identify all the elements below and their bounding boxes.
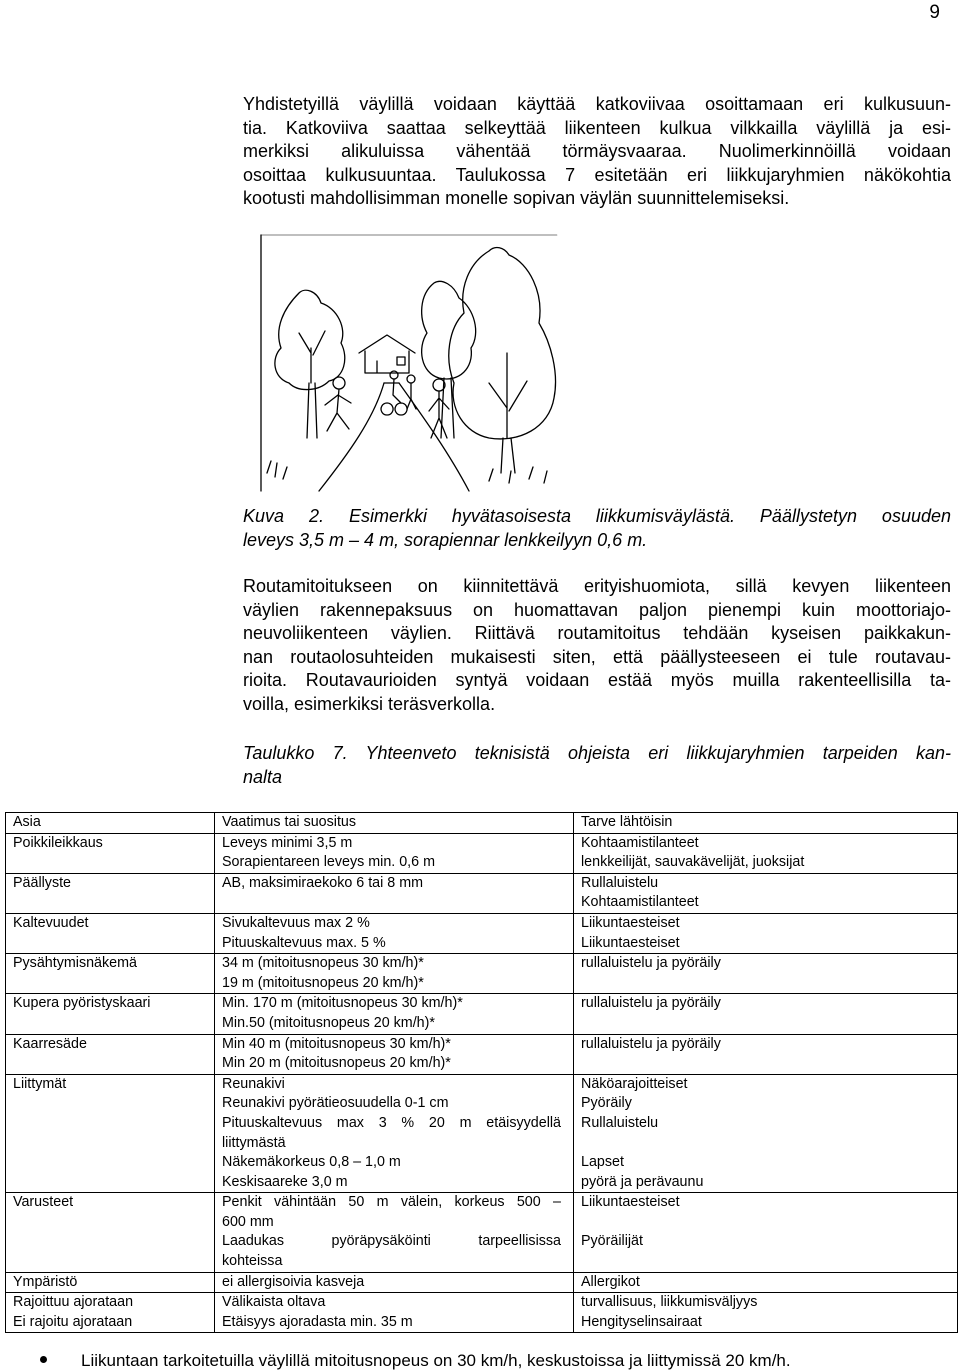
table-cell-vaatimus (215, 1034, 574, 1074)
frost-paragraph (243, 575, 951, 717)
table-row (6, 994, 958, 1034)
cell-line: Näköarajoitteiset (581, 1075, 688, 1092)
table-row (6, 1034, 958, 1074)
cell-line: Leveys minimi 3,5 m (222, 834, 353, 851)
table-cell-tarve (574, 1074, 958, 1193)
intro-line: merkiksi alikuluissa vähentää törmäysvaaraa. Nuolimerkinnöillä voidaan (243, 141, 951, 162)
table-cell-asia (6, 833, 215, 873)
caption-line: leveys 3,5 m – 4 m, sorapiennar lenkkeilyyn 0,6 m. (243, 529, 648, 550)
table-caption (243, 742, 951, 789)
cell-line: Ei rajoitu ajorataan (13, 1313, 133, 1330)
cell-line: Näkemäkorkeus 0,8 – 1,0 m (222, 1154, 401, 1171)
intro-line: kootusti mahdollisimman monelle sopivan väylän suunnittelemiseksi. (243, 188, 790, 209)
bullet-note (40, 1351, 791, 1371)
cell-line: Ympäristö (13, 1273, 78, 1290)
intro-line: Yhdistetyillä väylillä voidaan käyttää katkoviivaa osoittamaan eri kulkusuun- (243, 94, 951, 114)
frost-line: neuvoliikenteen väylien. Riittävä routamitoitus tehdään kyseisen paikkakun- (243, 623, 951, 644)
cell-line: Min 20 m (mitoitusnopeus 20 km/h)* (222, 1055, 451, 1072)
cell-line: Reunakivi (222, 1075, 285, 1092)
table-cell-vaatimus (215, 994, 574, 1034)
summary-table (5, 812, 958, 1333)
cell-line: Liikuntaesteiset (581, 1194, 680, 1211)
header-tarve: Tarve lähtöisin (574, 813, 958, 834)
table-row (6, 833, 958, 873)
cell-line: Min. 170 m (mitoitusnopeus 30 km/h)* (222, 995, 463, 1012)
frost-line: Routamitoitukseen on kiinnitettävä erityishuomiota, sillä kevyen liikenteen (243, 576, 951, 596)
table-cell-asia (6, 954, 215, 994)
cell-line: Pysähtymisnäkemä (13, 955, 137, 972)
path-sketch-illustration (259, 233, 559, 493)
table-cell-tarve (574, 1293, 958, 1333)
table-caption-line: nalta (243, 766, 283, 787)
cell-line: Varusteet (13, 1194, 74, 1211)
table-row (6, 1193, 958, 1272)
cell-line: Rullaluistelu (581, 1114, 659, 1131)
table-caption-line: Taulukko 7. Yhteenveto teknisistä ohjeista eri liikkujaryhmien tarpeiden kan- (243, 743, 951, 763)
cell-line: pyörä ja perävaunu (581, 1173, 704, 1190)
intro-paragraph (243, 93, 951, 211)
table-cell-asia (6, 873, 215, 913)
cell-line: liittymästä (222, 1134, 286, 1151)
table-cell-vaatimus (215, 1074, 574, 1193)
intro-line: tia. Katkoviiva saattaa selkeyttää liikenteen kulkua vilkkailla väylillä ja esi- (243, 117, 951, 138)
table-cell-asia (6, 1074, 215, 1193)
table-cell-vaatimus (215, 1272, 574, 1293)
table-cell-asia (6, 913, 215, 953)
cell-line: Liittymät (13, 1075, 67, 1092)
cell-line: Hengityselinsairaat (581, 1313, 702, 1330)
table-cell-tarve (574, 833, 958, 873)
cell-line: Kaarresäde (13, 1035, 87, 1052)
frost-line: väylien rakennepaksuus on huomattavan paljon pienempi kuin moottoriajo- (243, 599, 951, 620)
cell-line: Allergikot (581, 1273, 640, 1290)
page-number: 9 (929, 2, 940, 23)
table-cell-vaatimus (215, 1293, 574, 1333)
cell-line: kohteissa (222, 1253, 283, 1270)
table-cell-tarve (574, 954, 958, 994)
table-row (6, 873, 958, 913)
cell-line: Laadukas pyöräpysäköinti tarpeellisissa (222, 1233, 561, 1250)
cell-line: 34 m (mitoitusnopeus 30 km/h)* (222, 955, 424, 972)
cell-line: turvallisuus, liikkumisväljyys (581, 1294, 758, 1311)
table-row (6, 1293, 958, 1333)
cell-line: Etäisyys ajoradasta min. 35 m (222, 1313, 413, 1330)
table-cell-tarve (574, 1034, 958, 1074)
table-cell-tarve (574, 994, 958, 1034)
cell-line: Min.50 (mitoitusnopeus 20 km/h)* (222, 1014, 435, 1031)
cell-line: Kohtaamistilanteet (581, 894, 699, 911)
caption-line: Kuva 2. Esimerkki hyvätasoisesta liikkumisväylästä. Päällystetyn osuuden (243, 506, 951, 526)
table-row (6, 913, 958, 953)
figure-caption (243, 505, 951, 552)
table-cell-tarve (574, 913, 958, 953)
table-cell-asia (6, 1034, 215, 1074)
cell-line: 600 mm (222, 1213, 274, 1230)
cell-line: rullaluistelu ja pyöräily (581, 1035, 721, 1052)
frost-line: rioita. Routavaurioiden syntyä voidaan estää myös muilla rakenteellisilla ta- (243, 670, 951, 691)
cell-line: Liikuntaesteiset (581, 914, 680, 931)
cell-line: 19 m (mitoitusnopeus 20 km/h)* (222, 974, 424, 991)
table-cell-asia (6, 1193, 215, 1272)
cell-line: Kohtaamistilanteet (581, 834, 699, 851)
cell-line: Keskisaareke 3,0 m (222, 1173, 348, 1190)
cell-line: Min 40 m (mitoitusnopeus 30 km/h)* (222, 1035, 451, 1052)
cell-line: Reunakivi pyörätieosuudella 0-1 cm (222, 1095, 449, 1112)
table-cell-vaatimus (215, 913, 574, 953)
bullet-text: Liikuntaan tarkoitetuilla väylillä mitoitusnopeus on 30 km/h, keskustoissa ja liittymissä 20 km/h. (81, 1351, 791, 1370)
cell-line: Pyöräily (581, 1095, 632, 1112)
cell-line: Päällyste (13, 874, 72, 891)
header-vaatimus: Vaatimus tai suositus (215, 813, 574, 834)
frost-line: nan routaolosuhteiden mukaisesti siten, että päällysteeseen ei tule routavau- (243, 646, 951, 667)
cell-line: Kaltevuudet (13, 914, 89, 931)
cell-line: lenkkeilijät, sauvakävelijät, juoksijat (581, 854, 805, 871)
cell-line (581, 1134, 957, 1154)
cell-line: Pyöräilijät (581, 1233, 643, 1250)
cell-line: Pituuskaltevuus max. 5 % (222, 934, 386, 951)
cell-line: AB, maksimiraekoko 6 tai 8 mm (222, 874, 424, 891)
cell-line: ei allergisoivia kasveja (222, 1273, 365, 1290)
cell-line: Välikaista oltava (222, 1294, 326, 1311)
table-cell-vaatimus (215, 833, 574, 873)
table-row (6, 1074, 958, 1193)
cell-line: Pituuskaltevuus max 3 % 20 m etäisyydellä (222, 1114, 561, 1131)
cell-line: Sivukaltevuus max 2 % (222, 914, 370, 931)
table-cell-vaatimus (215, 954, 574, 994)
table-cell-asia (6, 994, 215, 1034)
table-cell-vaatimus (215, 1193, 574, 1272)
table-header-row (6, 813, 958, 834)
table-row (6, 1272, 958, 1293)
cell-line: rullaluistelu ja pyöräily (581, 955, 721, 972)
table-cell-tarve (574, 873, 958, 913)
cell-line: Kupera pyöristyskaari (13, 995, 151, 1012)
table-cell-tarve (574, 1193, 958, 1272)
cell-line: Sorapientareen leveys min. 0,6 m (222, 854, 435, 871)
table-cell-asia (6, 1293, 215, 1333)
table-cell-tarve (574, 1272, 958, 1293)
cell-line: Rullaluistelu (581, 874, 659, 891)
cell-line: rullaluistelu ja pyöräily (581, 995, 721, 1012)
cell-line (581, 1213, 957, 1233)
cell-line: Lapset (581, 1154, 624, 1171)
table-row (6, 954, 958, 994)
header-asia: Asia (6, 813, 215, 834)
table-cell-asia (6, 1272, 215, 1293)
cell-line: Rajoittuu ajorataan (13, 1294, 134, 1311)
cell-line: Liikuntaesteiset (581, 934, 680, 951)
cell-line: Poikkileikkaus (13, 834, 103, 851)
cell-line: Penkit vähintään 50 m välein, korkeus 500 – (222, 1194, 561, 1211)
table-cell-vaatimus (215, 873, 574, 913)
intro-line: osoittaa kulkusuuntaa. Taulukossa 7 esitetään eri liikkujaryhmien näkökohtia (243, 164, 951, 185)
bullet-icon (40, 1356, 47, 1363)
frost-line: voilla, esimerkiksi teräsverkolla. (243, 693, 496, 714)
